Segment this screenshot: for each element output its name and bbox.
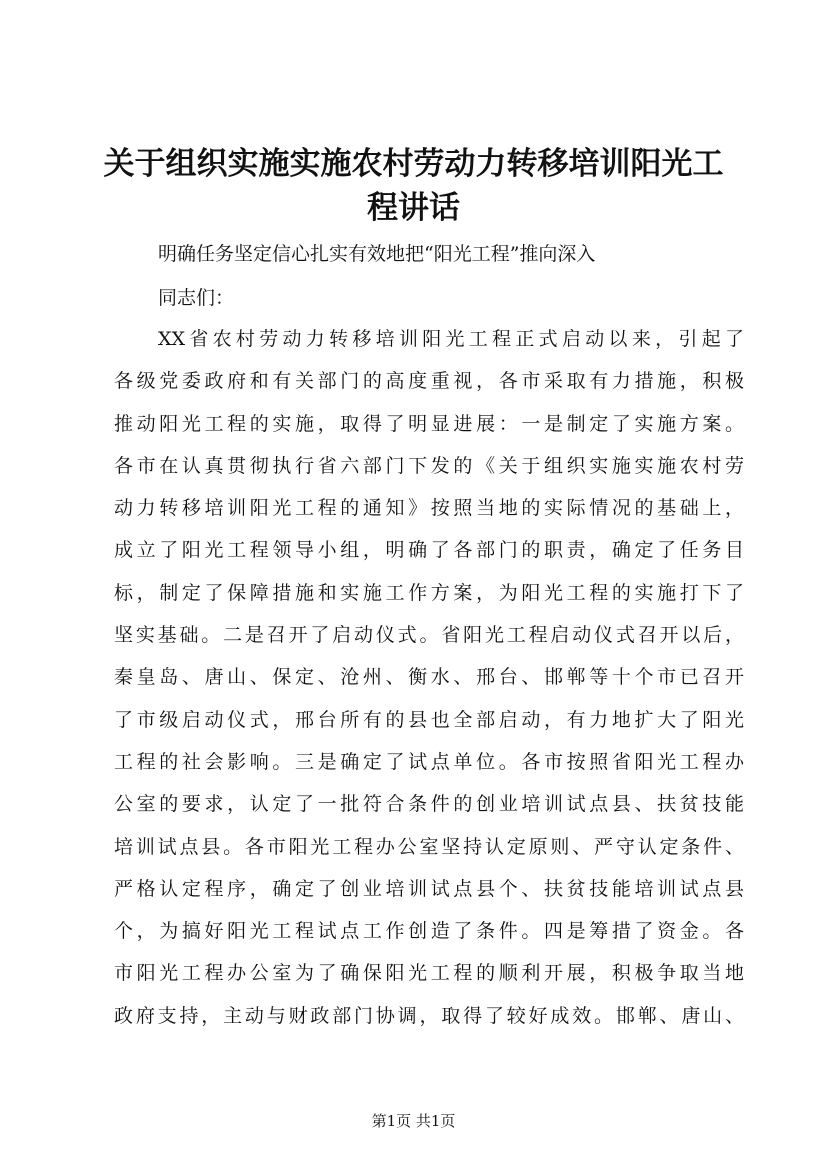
body-line: XX省农村劳动力转移培训阳光工程正式启动以来，引起了: [158, 328, 744, 350]
body-line: 政府支持，主动与财政部门协调，取得了较好成效。邯郸、唐山、: [114, 1004, 744, 1027]
page-number-footer: 第1页 共1页: [371, 1112, 456, 1130]
document-title: 关于组织实施实施农村劳动力转移培训阳光工程讲话: [103, 146, 724, 226]
document-subtitle: 明确任务坚定信心扎实有效地把“阳光工程”推向深入: [158, 243, 596, 265]
greeting: 同志们：: [158, 287, 235, 309]
body-line: 秦皇岛、唐山、保定、沧州、衡水、邢台、邯郸等十个市已召开: [114, 666, 744, 689]
body-line: 坚实基础。二是召开了启动仪式。省阳光工程启动仪式召开以后，: [114, 624, 744, 647]
body-line: 各级党委政府和有关部门的高度重视，各市采取有力措施，积极: [114, 370, 744, 393]
body-line: 推动阳光工程的实施，取得了明显进展：一是制定了实施方案。: [114, 412, 744, 435]
body-line: 培训试点县。各市阳光工程办公室坚持认定原则、严守认定条件、: [114, 835, 744, 858]
body-line: 标，制定了保障措施和实施工作方案，为阳光工程的实施打下了: [114, 581, 744, 604]
body-line: 个，为搞好阳光工程试点工作创造了条件。四是筹措了资金。各: [114, 920, 744, 943]
body-line: 动力转移培训阳光工程的通知》按照当地的实际情况的基础上，: [114, 497, 744, 520]
body-line: 严格认定程序，确定了创业培训试点县个、扶贫技能培训试点县: [114, 877, 744, 900]
body-text: [114, 324, 744, 1043]
body-line: 各市在认真贯彻执行省六部门下发的《关于组织实施实施农村劳: [114, 454, 744, 477]
body-line: 公室的要求，认定了一批符合条件的创业培训试点县、扶贫技能: [114, 793, 744, 816]
body-line: 成立了阳光工程领导小组，明确了各部门的职责，确定了任务目: [114, 539, 744, 562]
body-line: 了市级启动仪式，邢台所有的县也全部启动，有力地扩大了阳光: [114, 708, 744, 731]
body-line: 工程的社会影响。三是确定了试点单位。各市按照省阳光工程办: [114, 750, 744, 773]
body-line: 市阳光工程办公室为了确保阳光工程的顺利开展，积极争取当地: [114, 962, 744, 985]
